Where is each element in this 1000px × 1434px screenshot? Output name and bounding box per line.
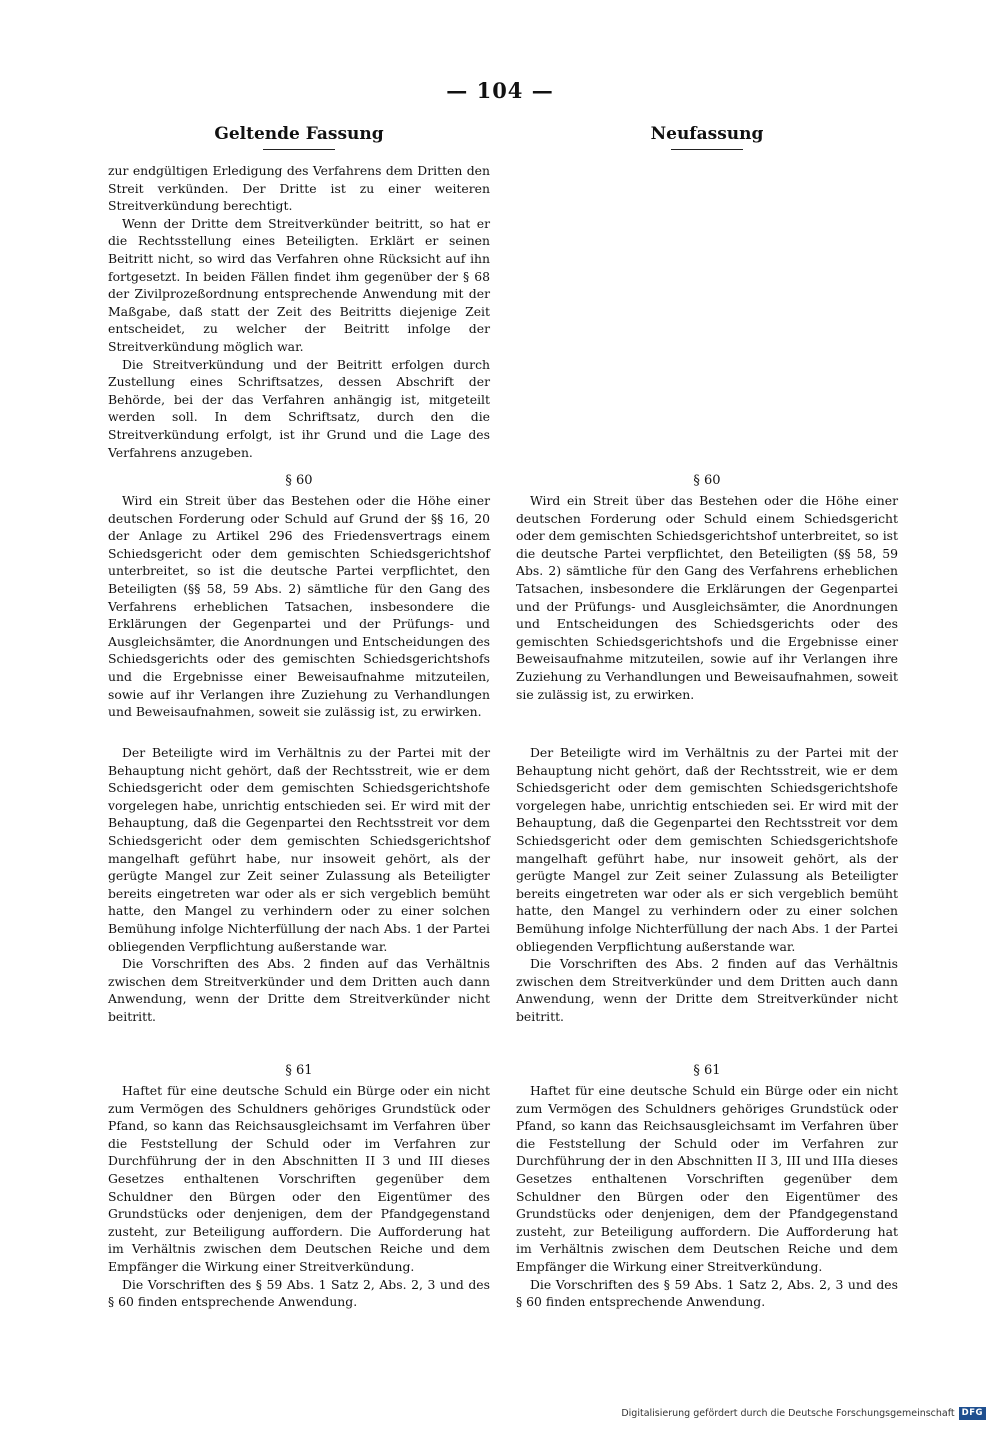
paragraph: Der Beteiligte wird im Verhältnis zu der Partei mit der Behauptung nicht gehört, daß der Rechtsstreit, wie er dem Schiedsgericht oder dem gemischten Schiedsgerichtshofe vorgelegen habe, unrichtig entschieden sei. Er wird mit der Behauptung, daß die Gegenpartei den Rechtsstreit vor dem Schiedsgericht oder dem gemischten Schiedsgerichtshofe mangelhaft geführt habe, nur insoweit gehört, als der gerügte Mangel zur Zeit seiner Zulassung als Beteiligter bereits eingetreten war oder als er sich vergeblich bemüht hatte, den Mangel zu verhindern oder zu einer solchen Bemühung infolge Nichterfüllung der nach Abs. 1 der Partei obliegenden Verpflichtung außerstande war. (516, 745, 898, 954)
section-title: § 60 (693, 473, 721, 488)
section-61-left (108, 1060, 490, 1311)
footer-text: Digitalisierung gefördert durch die Deutsche Forschungsgemeinschaft (621, 1408, 955, 1419)
heading-rule-left (263, 149, 335, 150)
section-60-right (516, 470, 898, 703)
page-number: — 104 — (446, 78, 554, 103)
column-current-version (108, 122, 490, 1310)
paragraph: Die Vorschriften des Abs. 2 finden auf das Verhältnis zwischen dem Streitverkünder und dem Dritten auch dann Anwendung, wenn der Dritte dem Streitverkünder nicht beitritt. (108, 956, 490, 1024)
paragraph: Die Vorschriften des Abs. 2 finden auf das Verhältnis zwischen dem Streitverkünder und dem Dritten auch dann Anwendung, wenn der Dritte dem Streitverkünder nicht beitritt. (516, 956, 898, 1024)
section-60-para2-right (516, 744, 898, 1026)
paragraph: zur endgültigen Erledigung des Verfahrens dem Dritten den Streit verkünden. Der Dritte ist zu einer weiteren Streitverkündung berechtigt. (108, 163, 490, 214)
intro-section-left (108, 162, 490, 461)
paragraph: Haftet für eine deutsche Schuld ein Bürge oder ein nicht zum Vermögen des Schuldners gehöriges Grundstück oder Pfand, so kann das Reichsausgleichsamt im Verfahren über die Feststellung der Schuld oder im Verfahren zur Durchführung der in den Abschnitten II 3, III und IIIa dieses Gesetzes enthaltenen Vorschriften gegenüber dem Schuldner den Bürgen oder den Eigentümer des Grundstücks oder denjenigen, dem der Pfandgegenstand zusteht, zur Beteiligung auffordern. Die Aufforderung hat im Verhältnis zwischen dem Deutschen Reiche und dem Empfänger die Wirkung einer Streitverkündung. (516, 1083, 898, 1274)
dfg-logo-icon: DFG (959, 1407, 986, 1420)
section-60-para2-left (108, 744, 490, 1026)
heading-rule-right (671, 149, 743, 150)
paragraph: Wenn der Dritte dem Streitverkünder beitritt, so hat er die Rechtsstellung eines Beteiligten. Erklärt er seinen Beitritt nicht, so wird das Verfahren ohne Rücksicht auf ihn fortgesetzt. In beiden Fällen findet ihm gegenüber der § 68 der Zivilprozeßordnung entsprechende Anwendung mit der Maßgabe, daß statt der Zeit des Beitritts diejenige Zeit entscheidet, zu welcher der Beitritt infolge der Streitverkündung möglich war. (108, 215, 490, 354)
column-new-version (516, 122, 898, 1310)
paragraph: Die Vorschriften des § 59 Abs. 1 Satz 2, Abs. 2, 3 und des § 60 finden entsprechende Anwendung. (516, 1276, 898, 1310)
column-heading-left: Geltende Fassung (214, 124, 384, 144)
column-heading-right: Neufassung (650, 124, 764, 144)
paragraph: Der Beteiligte wird im Verhältnis zu der Partei mit der Behauptung nicht gehört, daß der Rechtsstreit, wie er dem Schiedsgericht oder dem gemischten Schiedsgerichtshofe vorgelegen habe, unrichtig entschieden sei. Er wird mit der Behauptung, daß die Gegenpartei den Rechtsstreit vor dem Schiedsgericht oder dem gemischten Schiedsgerichtshof mangelhaft geführt habe, nur insoweit gehört, als der gerügte Mangel zur Zeit seiner Zulassung als Beteiligter bereits eingetreten war oder als er sich vergeblich bemüht hatte, den Mangel zu verhindern oder zu einer solchen Bemühung infolge Nichterfüllung der nach Abs. 1 der Partei obliegenden Verpflichtung außerstande war. (108, 745, 490, 954)
section-title: § 60 (285, 473, 313, 488)
paragraph: Wird ein Streit über das Bestehen oder die Höhe einer deutschen Forderung oder Schuld auf Grund der §§ 16, 20 der Anlage zu Artikel 296 des Friedensvertrags einem Schiedsgericht oder dem gemischten Schiedsgerichtshof unterbreitet, so ist die deutsche Partei verpflichtet, den Beteiligten (§§ 58, 59 Abs. 2) sämtliche für den Gang des Verfahrens erheblichen Tatsachen, insbesondere die Erklärungen der Gegenpartei und der Prüfungs- und Ausgleichsämter, die Anordnungen und Entscheidungen des Schiedsgerichts oder des gemischten Schiedsgerichtshofs und die Ergebnisse einer Beweisaufnahme mitzuteilen, sowie auf ihr Verlangen ihre Zuziehung zu Verhandlungen und Beweisaufnahmen, soweit sie zulässig ist, zu erwirken. (108, 493, 490, 720)
paragraph: Wird ein Streit über das Bestehen oder die Höhe einer deutschen Forderung oder Schuld einem Schiedsgericht oder dem gemischten Schiedsgerichtshof unterbreitet, so ist die deutsche Partei verpflichtet, den Beteiligten (§§ 58, 59 Abs. 2) sämtliche für den Gang des Verfahrens erheblichen Tatsachen, insbesondere die Erklärungen der Gegenpartei und der Prüfungs- und Ausgleichsämter, die Anordnungen und Entscheidungen des Schiedsgerichts oder des gemischten Schiedsgerichtshofs und die Ergebnisse einer Beweisaufnahme mitzuteilen, sowie auf ihr Verlangen ihre Zuziehung zu Verhandlungen und Beweisaufnahmen, soweit sie zulässig ist, zu erwirken. (516, 493, 898, 702)
paragraph: Haftet für eine deutsche Schuld ein Bürge oder ein nicht zum Vermögen des Schuldners gehöriges Grundstück oder Pfand, so kann das Reichsausgleichsamt im Verfahren über die Feststellung der Schuld oder im Verfahren zur Durchführung der in den Abschnitten II 3 und III dieses Gesetzes enthaltenen Vorschriften gegenüber dem Schuldner den Bürgen oder den Eigentümer des Grundstücks oder denjenigen, dem der Pfandgegenstand zusteht, zur Beteiligung auffordern. Die Aufforderung hat im Verhältnis zwischen dem Deutschen Reiche und dem Empfänger die Wirkung einer Streitverkündung. (108, 1083, 490, 1274)
paragraph: Die Streitverkündung und der Beitritt erfolgen durch Zustellung eines Schriftsatzes, dessen Abschrift der Behörde, bei der das Verfahren anhängig ist, mitgeteilt werden soll. In dem Schriftsatz, durch den die Streitverkündung erfolgt, ist ihr Grund und die Lage des Verfahrens anzugeben. (108, 356, 490, 460)
section-61-right (516, 1060, 898, 1311)
section-60-left (108, 470, 490, 721)
paragraph: Die Vorschriften des § 59 Abs. 1 Satz 2, Abs. 2, 3 und des § 60 finden entsprechende Anwendung. (108, 1276, 490, 1310)
section-title: § 61 (285, 1063, 313, 1078)
digitization-footer (621, 1407, 986, 1420)
section-title: § 61 (693, 1063, 721, 1078)
